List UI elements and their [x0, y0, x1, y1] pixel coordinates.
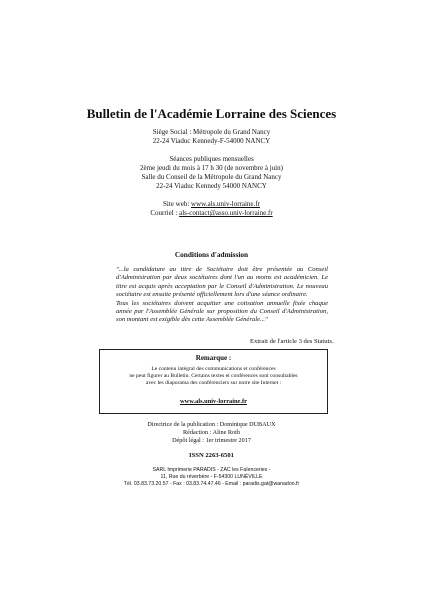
seances-line-4: 22-24 Viaduc Kennedy 54000 NANCY [156, 182, 267, 190]
siege-line-1: Siège Social : Métropole du Grand Nancy [152, 128, 271, 136]
conditions-title: Conditions d'admission [174, 250, 249, 259]
remarque-site-link[interactable]: www.als.univ-lorraine.fr [180, 398, 247, 405]
seances-line-2: 2ème jeudi du mois à 17 h 30 (de novembre à juin) [140, 164, 283, 172]
conditions-quote [116, 266, 328, 325]
remarque-line-1: Le contenu intégral des communications et conférences [151, 366, 276, 372]
imprimerie-line-2: 11, Rue du réverbère - F-54300 LUNÉVILLE [160, 474, 263, 480]
remarque-line-3: avec les diaporama des conférenciers sur notre site Internet : [145, 380, 282, 387]
publication-redaction: Rédaction : Aline Roth [183, 429, 240, 436]
site-web-line [0, 200, 423, 209]
conditions-paragraph-1: "...la candidature au titre de Sociétaire doit être présentée au Conseil d'Administration par deux sociétaires dont l'un au moins est académicien. Le titre est acquis après acceptation par le Conseil d'Administration. Le nouveau sociétaire est ensuite présenté officiellement lors d'une séance ordinaire. [116, 266, 328, 299]
remarque-line-2: ne peut figurer au Bulletin. Certains textes et conférences sont consultables [129, 373, 298, 380]
remarque-box [99, 349, 328, 414]
seances-line-3: Salle du Conseil de la Métropole du Grand Nancy [141, 173, 282, 181]
seances-line-1: Séances publiques mensuelles [169, 155, 254, 163]
courriel-link[interactable]: als-contact@asso.univ-lorraine.fr [179, 209, 273, 217]
courriel-label: Courriel : [150, 209, 180, 217]
courriel-line [0, 209, 423, 218]
imprimerie-line-1: SARL Imprimerie PARADIS - ZAC les Faïenceries - [152, 467, 271, 473]
bulletin-title: Bulletin de l'Académie Lorraine des Sciences [86, 106, 337, 121]
conditions-paragraph-2: Tous les sociétaires doivent acquitter une cotisation annuelle fixée chaque année par l'Assemblée Générale sur proposition du Conseil d'Administration, son montant est exigible dès cette Assemblée Générale..." [116, 299, 328, 324]
siege-line-2: 22-24 Viaduc Kennedy-F-54000 NANCY [152, 137, 271, 145]
site-web-link[interactable]: www.als.univ-lorraine.fr [191, 200, 260, 208]
extrait-statuts: Extrait de l'article 3 des Statuts. [250, 338, 334, 345]
publication-depot: Dépôt légal : 1er trimestre 2017 [172, 437, 251, 444]
imprimerie-line-3: Tél. 03.83.73.20.57 - Fax : 03.83.74.47.46 - Email : paradis.gat@wanadoo.fr [123, 481, 300, 487]
publication-directrice: Directrice de la publication : Dominique DUBAUX [147, 421, 276, 428]
remarque-text [100, 366, 327, 388]
remarque-title: Remarque : [195, 354, 232, 362]
issn: ISSN 2263-6501 [189, 452, 234, 459]
site-web-label: Site web: [163, 200, 192, 208]
